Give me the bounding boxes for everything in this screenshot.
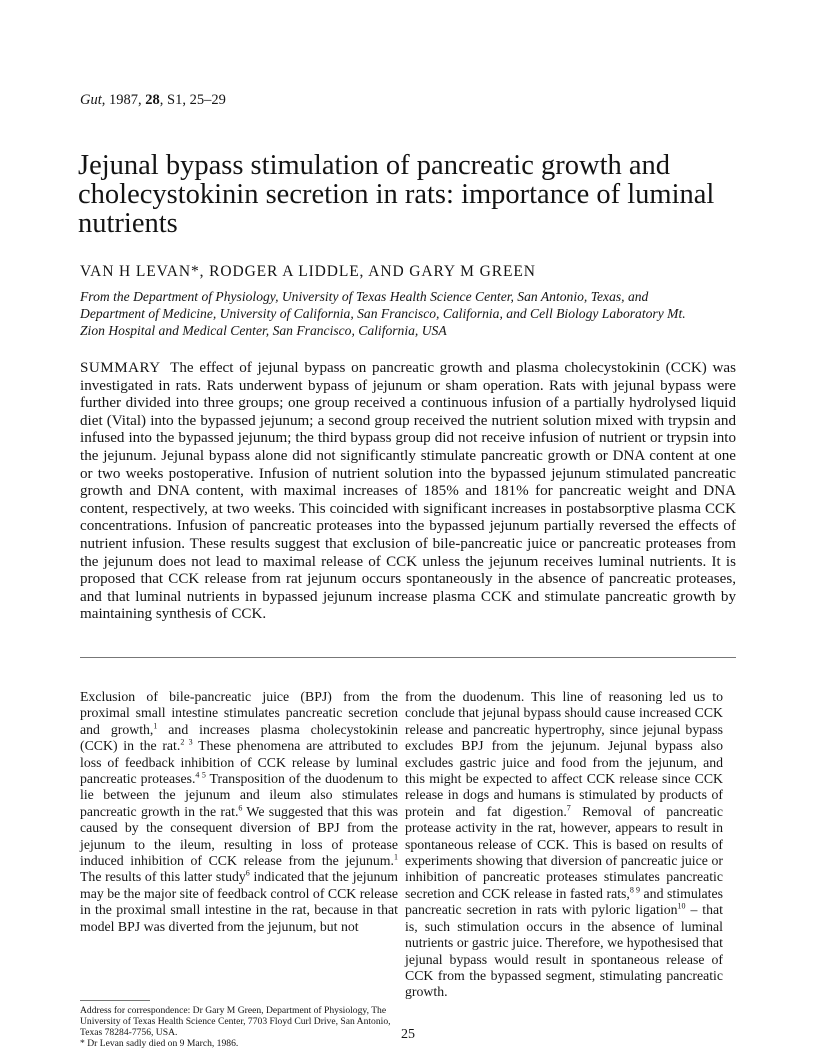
intro-paragraph-right — [405, 689, 723, 1001]
reference-marker: 1 — [394, 852, 398, 862]
body-text: and stimulates pancreatic secretion in rats with pyloric ligation — [405, 885, 723, 918]
body-text: Removal of pancreatic protease activity in the rat, however, appears to result in spontaneous release of CCK. This is based on results of experiments showing that diversion of pancreatic juice or inhibition of pancreatic proteases stimulates pancreatic secretion and CCK release in fasted rats, — [405, 803, 723, 901]
reference-marker: 10 — [677, 901, 686, 911]
body-column-left — [80, 689, 398, 935]
footnote-divider — [80, 1000, 150, 1001]
reference-marker: 2 3 — [180, 737, 193, 747]
citation-volume: 28 — [145, 92, 160, 108]
journal-name: Gut — [80, 92, 102, 108]
reference-marker: 1 — [153, 721, 158, 731]
body-text: Exclusion of bile-pancreatic juice (BPJ) from the proximal small intestine stimulates pancreatic secretion and growth, — [80, 689, 398, 737]
correspondence-address: Address for correspondence: Dr Gary M Green, Department of Physiology, The University of Texas Health Science Center, 7703 Floyd Curl Drive, San Antonio, Texas 78284-7756, USA. — [80, 1005, 391, 1039]
abstract — [80, 360, 736, 624]
citation-year: , 1987, — [101, 92, 146, 108]
journal-citation — [80, 92, 226, 109]
body-text: We suggested that this was caused by the consequent diversion of BPJ from the jejunum to the ileum, resulting in loss of protease induced inhibition of CCK release from the jejunum. — [80, 803, 398, 869]
affiliation: From the Department of Physiology, University of Texas Health Science Center, San Antonio, Texas, and Department of Medicine, University of California, San Francisco, California, and Cell Biology Laboratory Mt. Zion Hospital and Medical Center, San Francisco, California, USA — [80, 289, 686, 338]
author-list: VAN H LEVAN*, RODGER A LIDDLE, AND GARY M GREEN — [80, 263, 536, 280]
body-text: and increases plasma cholecystokinin (CCK) in the rat. — [80, 721, 398, 754]
body-text: indicated that the jejunum may be the major site of feedback control of CCK release in the proximal small intestine in the rat, because in that model BPJ was diverted from the jejunum, but not — [80, 869, 398, 934]
intro-paragraph-left — [80, 689, 398, 935]
reference-marker: 6 — [245, 868, 250, 878]
reference-marker: 7 — [566, 803, 571, 813]
abstract-text: The effect of jejunal bypass on pancreatic growth and plasma cholecystokinin (CCK) was investigated in rats. Rats underwent bypass of jejunum or sham operation. Rats with jejunal bypass were further divided into three groups; one group received a continuous infusion of a partially hydrolysed liquid diet (Vital) into the bypassed jejunum; a second group received the nutrient solution mixed with trypsin and infused into the bypassed jejunum; the third bypass group did not receive infusion of nutrient or trypsin into the jejunum. Jejunal bypass alone did not significantly stimulate pancreatic growth or DNA content at one or two weeks postoperative. Infusion of nutrient solution into the bypassed jejunum stimulated pancreatic growth and DNA content, with maximal increases of 185% and 181% for pancreatic weight and DNA content, respectively, at two weeks. This coincided with significant increases in postabsorptive plasma CCK concentrations. Infusion of pancreatic proteases into the bypassed jejunum partially reversed the effects of nutrient infusion. These results suggest that exclusion of bile-pancreatic juice or pancreatic proteases from the jejunum does not lead to maximal release of CCK unless the jejunum receives luminal nutrients. It is proposed that CCK release from rat jejunum occurs spontaneously in the absence of pancreatic proteases, and that luminal nutrients in bypassed jejunum increase plasma CCK and stimulate pancreatic growth by maintaining synthesis of CCK. — [80, 360, 736, 623]
section-divider — [80, 657, 736, 658]
body-text: – that is, such stimulation occurs in the absence of luminal nutrients or gastric juice. Therefore, we hypothesised that jejunal bypass would result in spontaneous release of CCK from the bypassed segment, stimulating pancreatic growth. — [405, 902, 723, 1000]
reference-marker: 4 5 — [195, 770, 206, 780]
abstract-label: SUMMARY — [80, 360, 161, 376]
citation-pages: , S1, 25–29 — [159, 92, 226, 108]
body-text: The results of this latter study — [80, 869, 246, 885]
body-column-right — [405, 689, 723, 1001]
page-number: 25 — [401, 1027, 415, 1042]
reference-marker: 6 — [238, 803, 243, 813]
author-note: * Dr Levan sadly died on 9 March, 1986. — [80, 1038, 239, 1050]
body-text: Transposition of the duodenum to lie between the jejunum and ileum also stimulates pancreatic growth in the rat. — [80, 771, 398, 819]
body-text: These phenomena are attributed to loss of feedback inhibition of CCK release by luminal pancreatic proteases. — [80, 738, 399, 787]
article-title: Jejunal bypass stimulation of pancreatic growth and cholecystokinin secretion in rats: importance of luminal nutrients — [78, 150, 715, 239]
reference-marker: 8 9 — [629, 885, 640, 895]
body-text: from the duodenum. This line of reasoning led us to conclude that jejunal bypass should cause increased CCK release and pancreatic hypertrophy, since jejunal bypass excludes BPJ from the jejunum. Jejunal bypass also excludes gastric juice and food from the jejunum, and this might be expected to affect CCK release since CCK release in dogs and humans is stimulated by products of protein and fat digestion. — [405, 689, 723, 819]
